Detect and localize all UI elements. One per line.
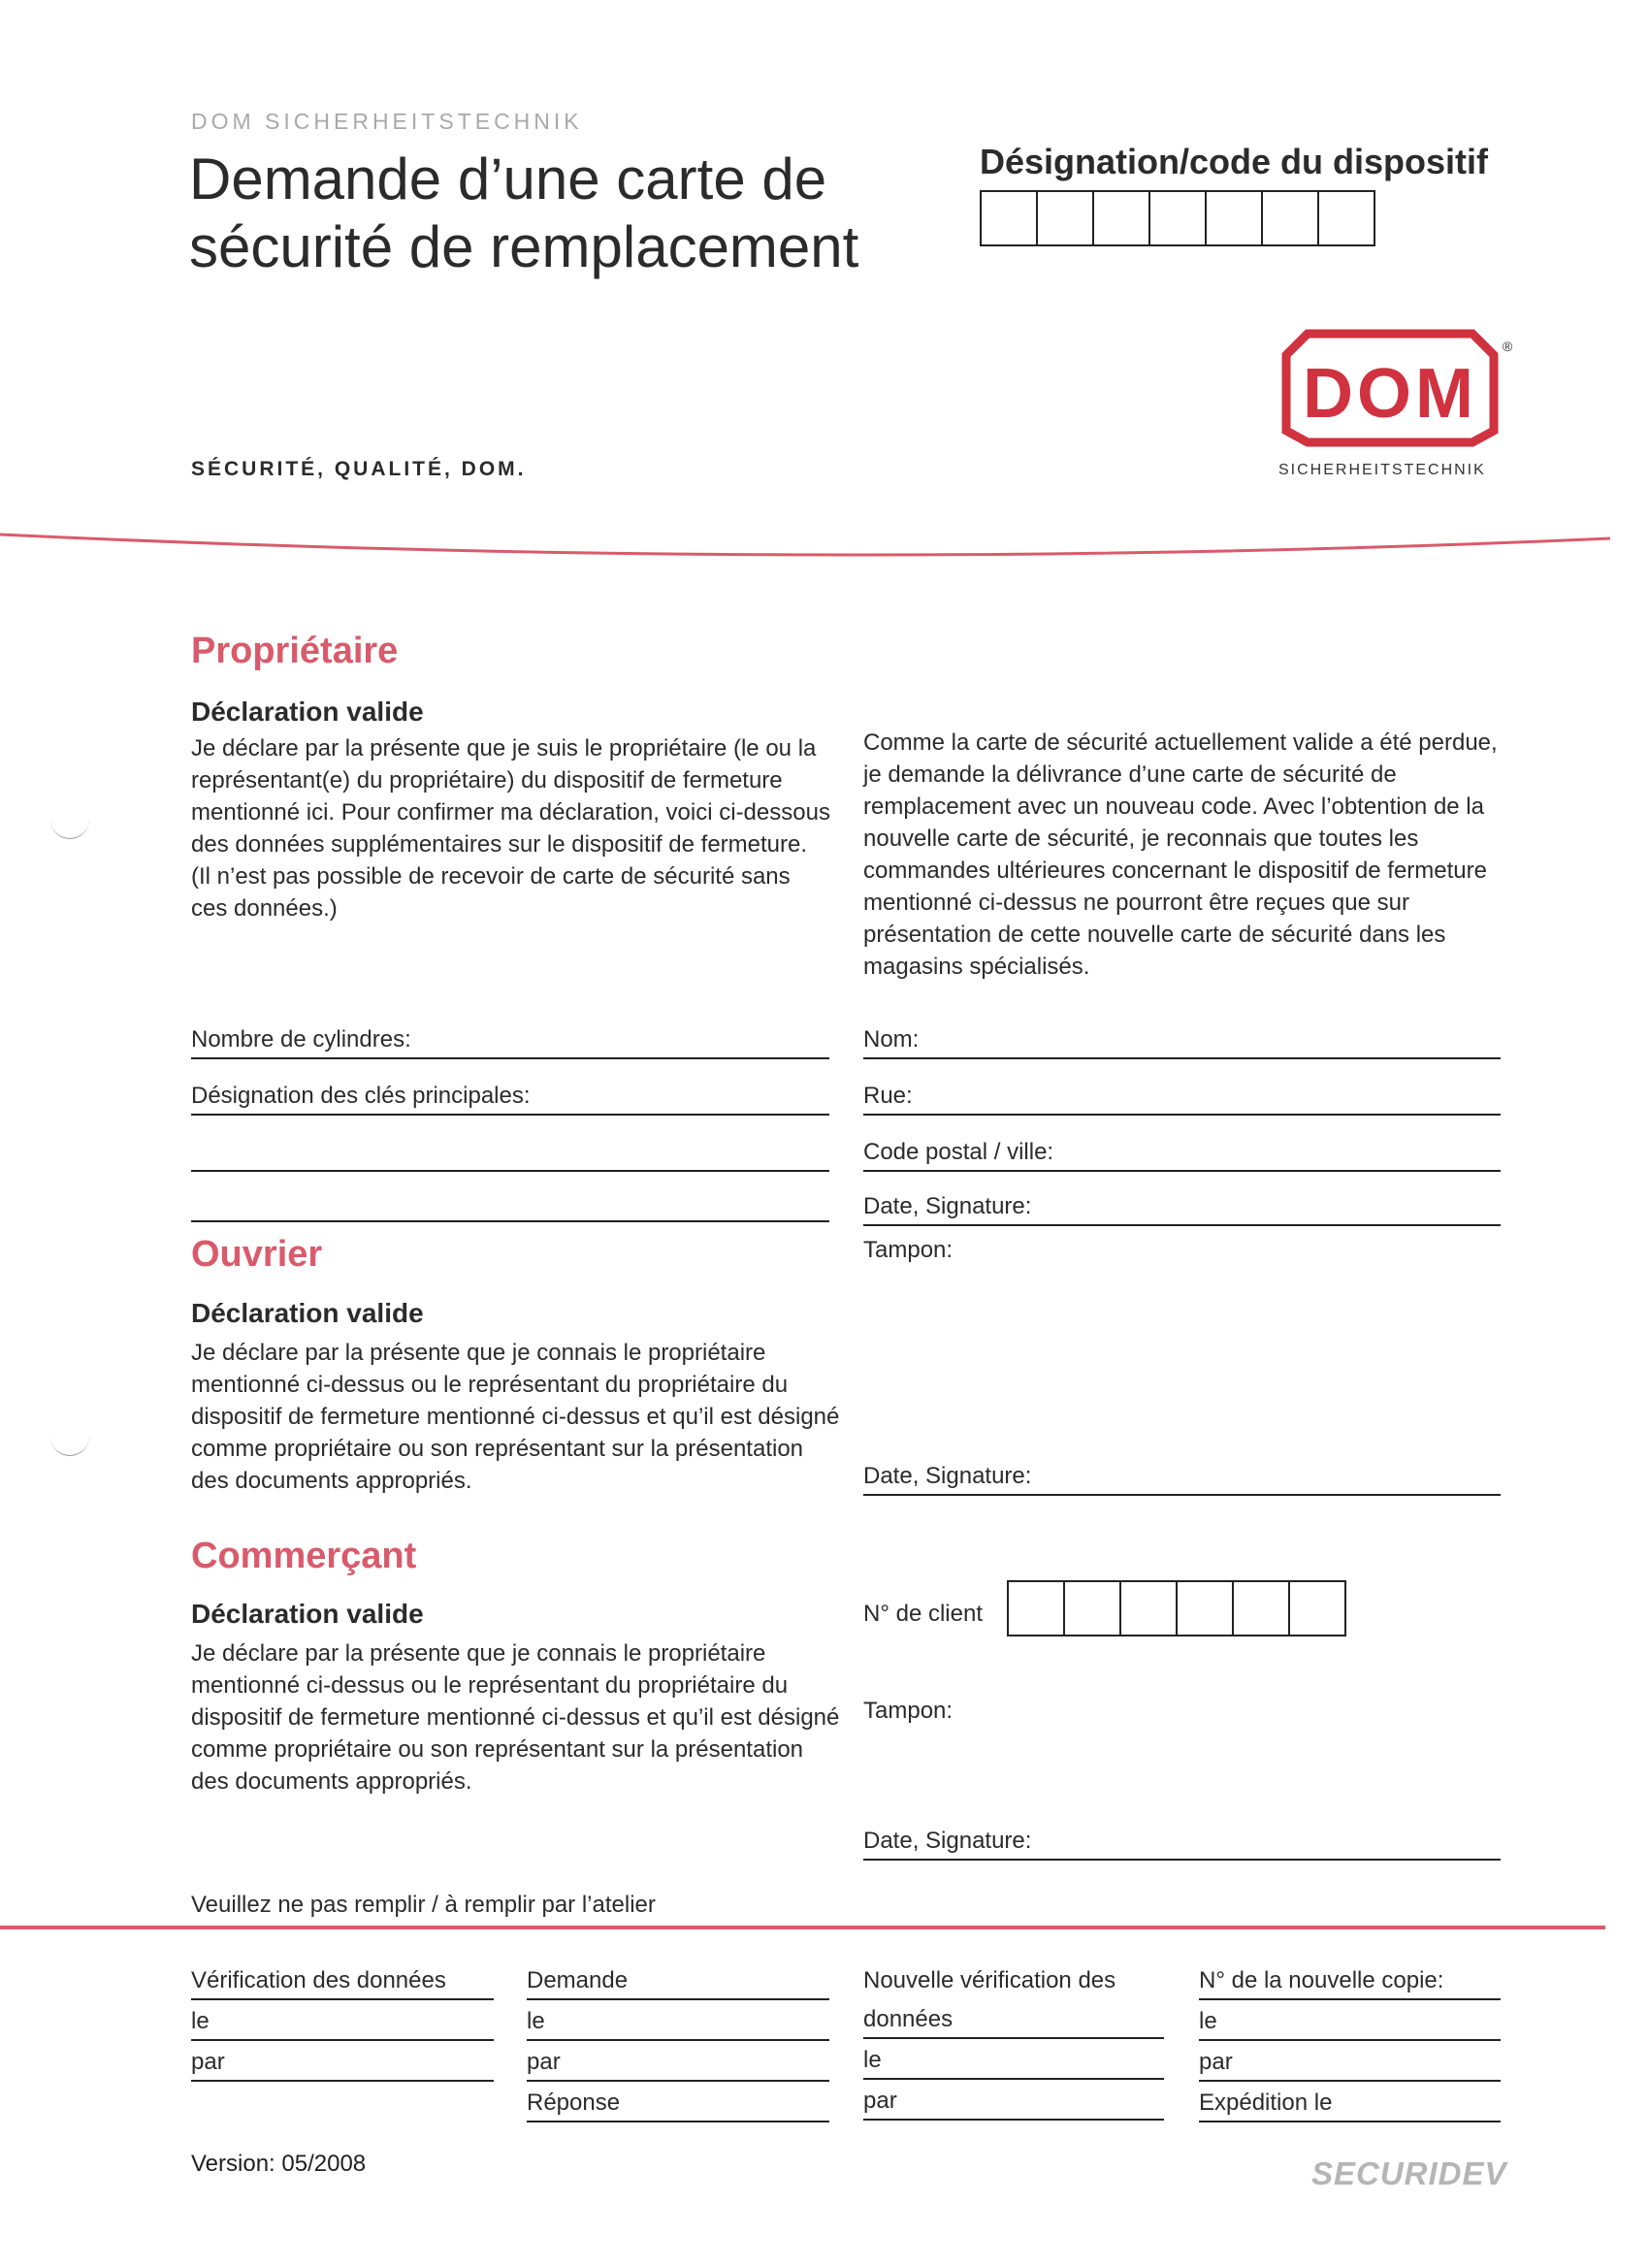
client-number-boxes[interactable] — [1007, 1580, 1346, 1636]
device-code-label: Désignation/code du dispositif — [980, 142, 1489, 181]
commercant-tampon-label: Tampon: — [863, 1698, 954, 1724]
client-box[interactable] — [1290, 1582, 1344, 1635]
brand-small: DOM SICHERHEITSTECHNIK — [191, 109, 583, 134]
replacement-request-text: Comme la carte de sécurité actuellement valide a été perdue, je demande la délivrance d’une carte de sécurité de remplacement avec un nouveau code. Avec l’obtention de la nouvelle carte de sécurité, je reconnais que toutes les commandes ultérieures concernant le dispositif de fermeture mentionné ci-dessus ne pourront être reçues que sur présentation de cette nouvelle carte de sécurité dans les magasins spécialisés. — [863, 729, 1498, 980]
device-code-boxes[interactable] — [980, 190, 1375, 246]
logo-text: DOM — [1303, 355, 1477, 433]
punch-hole-mark — [50, 817, 89, 839]
ouvrier-subtitle: Déclaration valide — [191, 1298, 424, 1328]
atelier-field[interactable]: N° de la nouvelle copie: — [1199, 1960, 1501, 2000]
title-line1: Demande d’une carte de — [189, 146, 827, 211]
atelier-divider — [0, 1926, 1605, 1929]
code-box[interactable] — [1150, 192, 1207, 244]
atelier-field[interactable]: Réponse — [527, 2082, 829, 2122]
master-keys-field[interactable] — [191, 1079, 829, 1116]
atelier-field[interactable]: le — [863, 2039, 1164, 2080]
punch-hole-mark — [50, 1434, 89, 1456]
client-box[interactable] — [1065, 1582, 1121, 1635]
postal-city-field[interactable] — [863, 1135, 1501, 1172]
atelier-field[interactable]: par — [863, 2080, 1164, 2121]
version-label: Version: 05/2008 — [191, 2151, 367, 2177]
logo-subtitle: SICHERHEITSTECHNIK — [1278, 462, 1486, 478]
code-box[interactable] — [1094, 192, 1150, 244]
proprietaire-date-signature-field[interactable] — [863, 1189, 1501, 1226]
header-divider-curve — [0, 519, 1649, 597]
section-title-proprietaire: Propriétaire — [191, 631, 399, 671]
atelier-field[interactable]: par — [527, 2041, 829, 2082]
code-box[interactable] — [1263, 192, 1319, 244]
client-box[interactable] — [1009, 1582, 1065, 1635]
postal-city-label: Code postal / ville: — [863, 1139, 1054, 1165]
atelier-field-label: Nouvelle vérification des — [863, 1967, 1116, 1993]
title-line2: sécurité de remplacement — [189, 214, 859, 279]
tagline: SÉCURITÉ, QUALITÉ, DOM. — [191, 458, 527, 480]
commercant-declaration-text: Je déclare par la présente que je connais le propriétaire mentionné ci-dessus ou le représentant du propriétaire du dispositif de fermeture mentionné ci-dessus et qu’il est désigné comme propriétaire ou son représentant sur la présentation des documents appropriés. — [191, 1640, 840, 1795]
nom-label: Nom: — [863, 1026, 920, 1053]
client-box[interactable] — [1178, 1582, 1234, 1635]
code-box[interactable] — [1207, 192, 1263, 244]
master-keys-label: Désignation des clés principales: — [191, 1083, 531, 1109]
atelier-field[interactable]: Expédition le — [1199, 2082, 1501, 2122]
cylinders-label: Nombre de cylindres: — [191, 1026, 411, 1053]
atelier-field[interactable]: le — [527, 2000, 829, 2041]
client-box[interactable] — [1234, 1582, 1290, 1635]
atelier-col-nouvelle-verification — [863, 1960, 1164, 2121]
commercant-date-signature-field[interactable] — [863, 1824, 1501, 1861]
date-signature-label: Date, Signature: — [863, 1828, 1032, 1854]
atelier-field[interactable]: le — [191, 2000, 494, 2041]
atelier-field[interactable]: données — [863, 1998, 1164, 2039]
atelier-field[interactable]: Demande — [527, 1960, 829, 2000]
rue-field[interactable] — [863, 1079, 1501, 1116]
master-keys-field-line2[interactable] — [191, 1135, 829, 1172]
date-signature-label: Date, Signature: — [863, 1463, 1032, 1489]
atelier-col-demande — [527, 1960, 829, 2122]
logo-registered: ® — [1502, 339, 1513, 354]
date-signature-label: Date, Signature: — [863, 1193, 1032, 1219]
page-title — [189, 146, 858, 281]
ouvrier-declaration-text: Je déclare par la présente que je connais le propriétaire mentionné ci-dessus ou le représentant du propriétaire du dispositif de fermeture mentionné ci-dessus et qu’il est désigné comme propriétaire ou son représentant sur la présentation des documents appropriés. — [191, 1340, 840, 1494]
rue-label: Rue: — [863, 1083, 913, 1109]
client-box[interactable] — [1121, 1582, 1178, 1635]
proprietaire-subtitle: Déclaration valide — [191, 697, 424, 727]
atelier-col-nouvelle-copie — [1199, 1960, 1501, 2122]
atelier-field[interactable]: par — [1199, 2041, 1501, 2082]
section-title-commercant: Commerçant — [191, 1536, 417, 1576]
client-number-label: N° de client — [863, 1601, 983, 1627]
ouvrier-tampon-label: Tampon: — [863, 1237, 954, 1263]
ouvrier-date-signature-field[interactable] — [863, 1459, 1501, 1496]
section-title-ouvrier: Ouvrier — [191, 1234, 323, 1275]
atelier-field[interactable]: par — [191, 2041, 494, 2082]
securidev-logo: SECURIDEV — [1311, 2155, 1507, 2191]
atelier-field[interactable]: le — [1199, 2000, 1501, 2041]
commercant-subtitle: Déclaration valide — [191, 1599, 424, 1629]
code-box[interactable] — [982, 192, 1038, 244]
code-box[interactable] — [1319, 192, 1374, 244]
cylinders-field[interactable] — [191, 1022, 829, 1059]
dom-logo — [1278, 330, 1511, 446]
nom-field[interactable] — [863, 1022, 1501, 1059]
code-box[interactable] — [1038, 192, 1094, 244]
atelier-field[interactable]: Vérification des données — [191, 1960, 494, 2000]
atelier-note: Veuillez ne pas remplir / à remplir par l’atelier — [191, 1892, 656, 1918]
master-keys-field-line3[interactable] — [191, 1185, 829, 1222]
atelier-col-verification — [191, 1960, 494, 2082]
proprietaire-declaration-text: Je déclare par la présente que je suis le propriétaire (le ou la représentant(e) du propriétaire) du dispositif de fermeture mentionné ici. Pour confirmer ma déclaration, voici ci-dessous des données supplémentaires sur le dispositif de fermeture. (Il n’est pas possible de recevoir de carte de sécurité sans ces données.) — [191, 735, 830, 922]
